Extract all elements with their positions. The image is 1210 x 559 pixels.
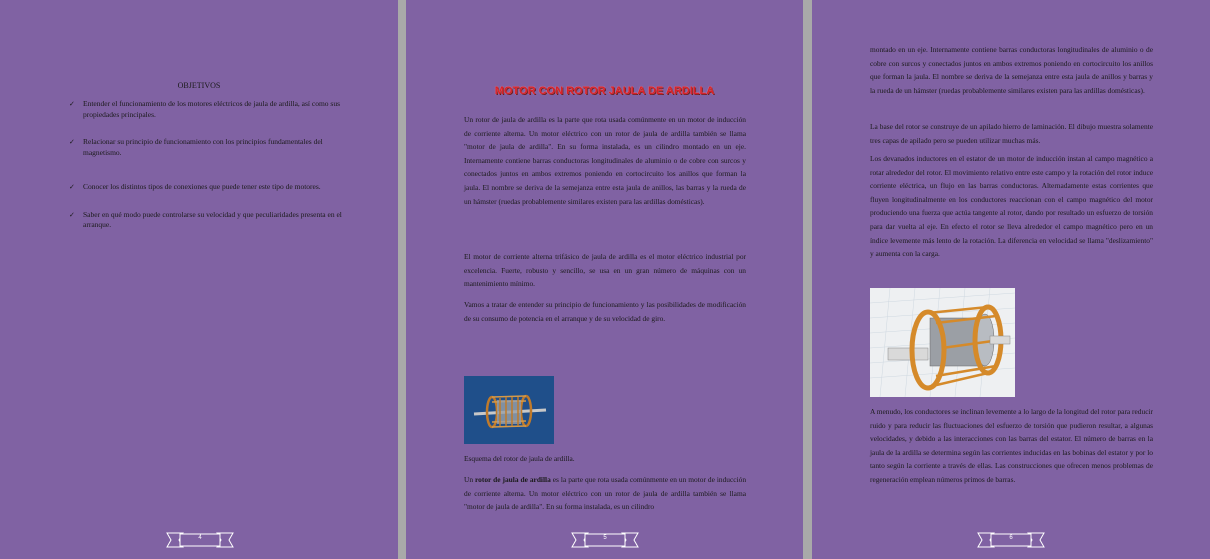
document-page-4: [0, 0, 398, 559]
objective-item: ✓ Conocer los distintos tipos de conexiones que puede tener este tipo de motores.: [69, 182, 321, 191]
paragraph-rotor-repeat: Un rotor de jaula de ardilla es la parte que rota usada comúnmente en un motor de inducción de corriente alterna. Un motor eléctrico con un rotor de jaula de ardilla también se llama "motor de jaula de ardilla". En su forma instalada, es un cilindro: [464, 475, 747, 512]
rotor-diagram-image: [464, 376, 554, 444]
section-heading: MOTOR CON ROTOR JAULA DE ARDILLA: [494, 85, 715, 97]
paragraph-base-rotor: La base del rotor se construye de un apilado hierro de laminación. El dibujo muestra solamente tres capas de apilado pero se pueden utilizar muchas más.: [870, 122, 1153, 145]
checkmark-icon: ✓: [69, 183, 75, 191]
image-caption: Esquema del rotor de jaula de ardilla.: [464, 454, 575, 463]
page-number: 4: [198, 535, 202, 541]
checkmark-icon: ✓: [69, 100, 75, 108]
rotor-3d-image: [870, 288, 1015, 397]
objective-item: ✓ Entender el funcionamiento de los motores eléctricos de jaula de ardilla, así como sus propiedades principales.: [69, 99, 340, 119]
page-number-ribbon: [165, 530, 235, 550]
paragraph-devanados: Los devanados inductores en el estator de un motor de inducción instan al campo magnético a rotar alrededor del rotor. El movimiento relativo entre este campo y la rotación del rotor induce corriente eléctrica, un flujo en las barras conductoras. Alternadamente estas corrientes que fluyen longitudinalmente en los conductores reaccionan con el campo magnético del motor produciendo una fuerza que actúa tangente al rotor, dando por resultado un esfuerzo de torsión para dar vuelta al eje. En efecto el rotor se lleva alrededor el campo magnético pero en un índice levemente más lento de la rotación. La diferencia en velocidad se llama "deslizamiento" y aumenta con la carga.: [870, 154, 1153, 259]
paragraph-continuation: montado en un eje. Internamente contiene barras conductoras longitudinales de aluminio o de cobre con surcos y conectados juntos en ambos extremos poniendo en cortocircuito los anillos que forman la jaula. El nombre se deriva de la semejanza entre esta jaula de anillos y barras y la rueda de un hámster (ruedas probablemente similares existen para las ardillas domésticas).: [870, 45, 1153, 95]
document-page-6: [812, 0, 1210, 559]
objective-item: ✓ Relacionar su principio de funcionamiento con los principios fundamentales del magnetismo.: [69, 137, 323, 157]
checkmark-icon: ✓: [69, 210, 75, 219]
page-number-ribbon: [570, 530, 640, 550]
squirrel-cage-3d-icon: [870, 288, 1015, 397]
page-number: 5: [603, 535, 607, 541]
page-number-ribbon: [976, 530, 1046, 550]
page-number: 6: [1009, 535, 1013, 541]
paragraph-conductores: A menudo, los conductores se inclinan levemente a lo largo de la longitud del rotor para reducir ruido y para reducir las fluctuaciones del esfuerzo de torsión que pudieron resultar, a algunas velocidades, y debido a las interacciones con las barras del estator. El número de barras en la jaula de la ardilla se determina según las corrientes inducidas en las bobinas del estator y por lo tanto según la corriente a través de ellas. Las construcciones que ofrecen menos problemas de regeneración emplean números primos de barras.: [870, 407, 1153, 484]
objectives-list: [69, 99, 344, 248]
objectives-title: OBJETIVOS: [177, 81, 221, 90]
document-page-5: [406, 0, 803, 559]
intro-paragraph: Un rotor de jaula de ardilla es la parte que rota usada comúnmente en un motor de inducción de corriente alterna. Un motor eléctrico con un rotor de jaula de ardilla también se llama "motor de jaula de ardilla". En su forma instalada, es un cilindro montado en un eje. Internamente contiene barras conductoras longitudinales de aluminio o de cobre con surcos y conectados juntos en ambos extremos poniendo en cortocircuito los anillos que forman la jaula. El nombre se deriva de la semejanza entre esta jaula de anillos, las barras y la rueda de un hámster (ruedas probablemente similares existen para las ardillas domésticas).: [464, 115, 746, 206]
squirrel-cage-rotor-icon: [464, 376, 554, 444]
objective-item: ✓ Saber en qué modo puede controlarse su velocidad y que peculiaridades presenta en el arranque.: [69, 209, 342, 229]
checkmark-icon: ✓: [69, 138, 75, 146]
paragraph-trifasico: El motor de corriente alterna trifásico de jaula de ardilla es el motor eléctrico industrial por excelencia. Fuerte, robusto y sencillo, se usa en un gran número de máquinas con un mantenimiento mínimo.: [464, 252, 746, 289]
paragraph-objetivo: Vamos a tratar de entender su principio de funcionamiento y las posibilidades de modificación de su consumo de potencia en el arranque y de su velocidad de giro.: [464, 300, 746, 323]
